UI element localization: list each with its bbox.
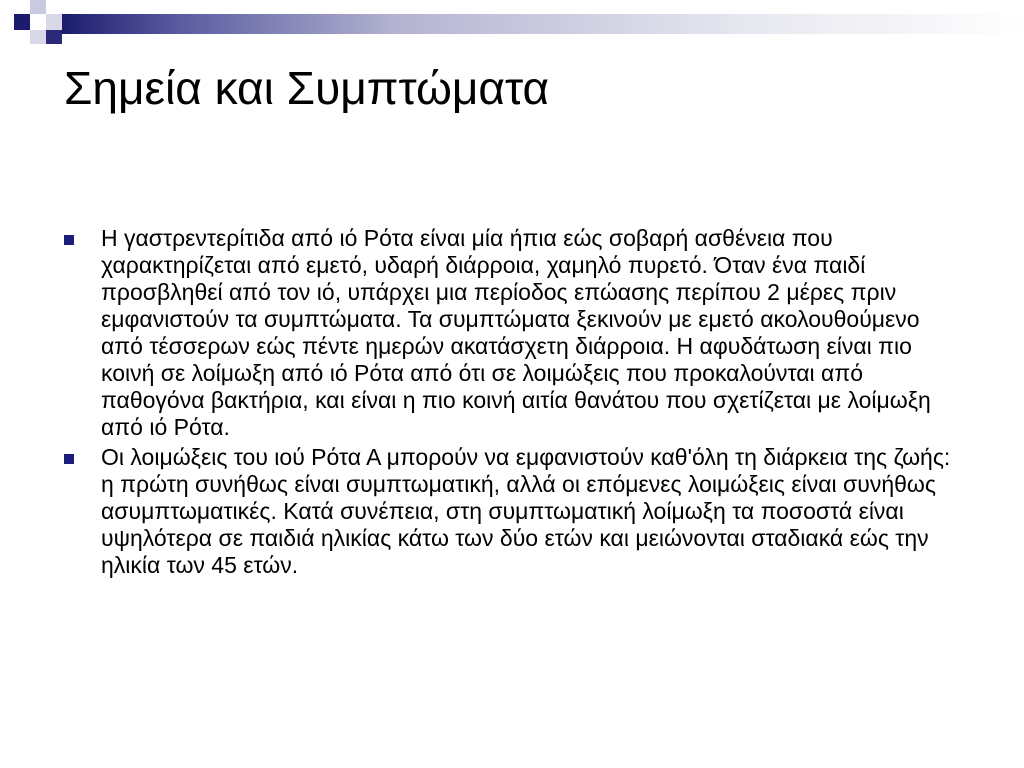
decor-square	[30, 30, 46, 44]
bullet-text: Η γαστρεντερίτιδα από ιό Ρότα είναι μία ήπια εώς σοβαρή ασθένεια που χαρακτηρίζεται από εμετό, υδαρή διάρροια, χαμηλό πυρετό. Όταν ένα παιδί προσβληθεί από τον ιό, υπάρχει μια περίοδος επώασης περίπου 2 μέρες πριν εμφανιστούν τα συμπτώματα. Τα συμπτώματα ξεκινούν με εμετό ακολουθούμενο από τέσσερων εώς πέντε ημερών ακατάσχετη διάρροια. Η αφυδάτωση είναι πιο κοινή σε λοίμωξη από ιό Ρότα από ότι σε λοιμώξεις που προκαλούνται από παθογόνα βακτήρια, και είναι η πιο κοινή αιτία θανάτου που σχετίζεται με λοίμωξη από ιό Ρότα.	[101, 225, 931, 440]
slide-title: Σημεία και Συμπτώματα	[64, 62, 550, 114]
square-bullet-icon	[64, 235, 74, 245]
decor-square	[14, 14, 30, 30]
bullet-item	[64, 444, 964, 579]
header-gradient-band	[62, 14, 1024, 34]
bullet-item	[64, 225, 964, 441]
bullet-text: Οι λοιμώξεις του ιού Ρότα Α μπορούν να εμφανιστούν καθ'όλη τη διάρκεια της ζωής: η πρώτη συνήθως είναι συμπτωματική, αλλά οι επόμενες λοιμώξεις είναι συνήθως ασυμπτωματικές. Κατά συνέπεια, στη συμπτωματική λοίμωξη τα ποσοστά είναι υψηλότερα σε παιδιά ηλικίας κάτω των δύο ετών και μειώνονται σταδιακά εώς την ηλικία των 45 ετών.	[101, 444, 951, 578]
decor-square	[46, 14, 62, 30]
decor-square	[30, 0, 46, 14]
decor-square	[46, 30, 62, 44]
bullet-list	[64, 225, 964, 582]
square-bullet-icon	[64, 454, 74, 464]
